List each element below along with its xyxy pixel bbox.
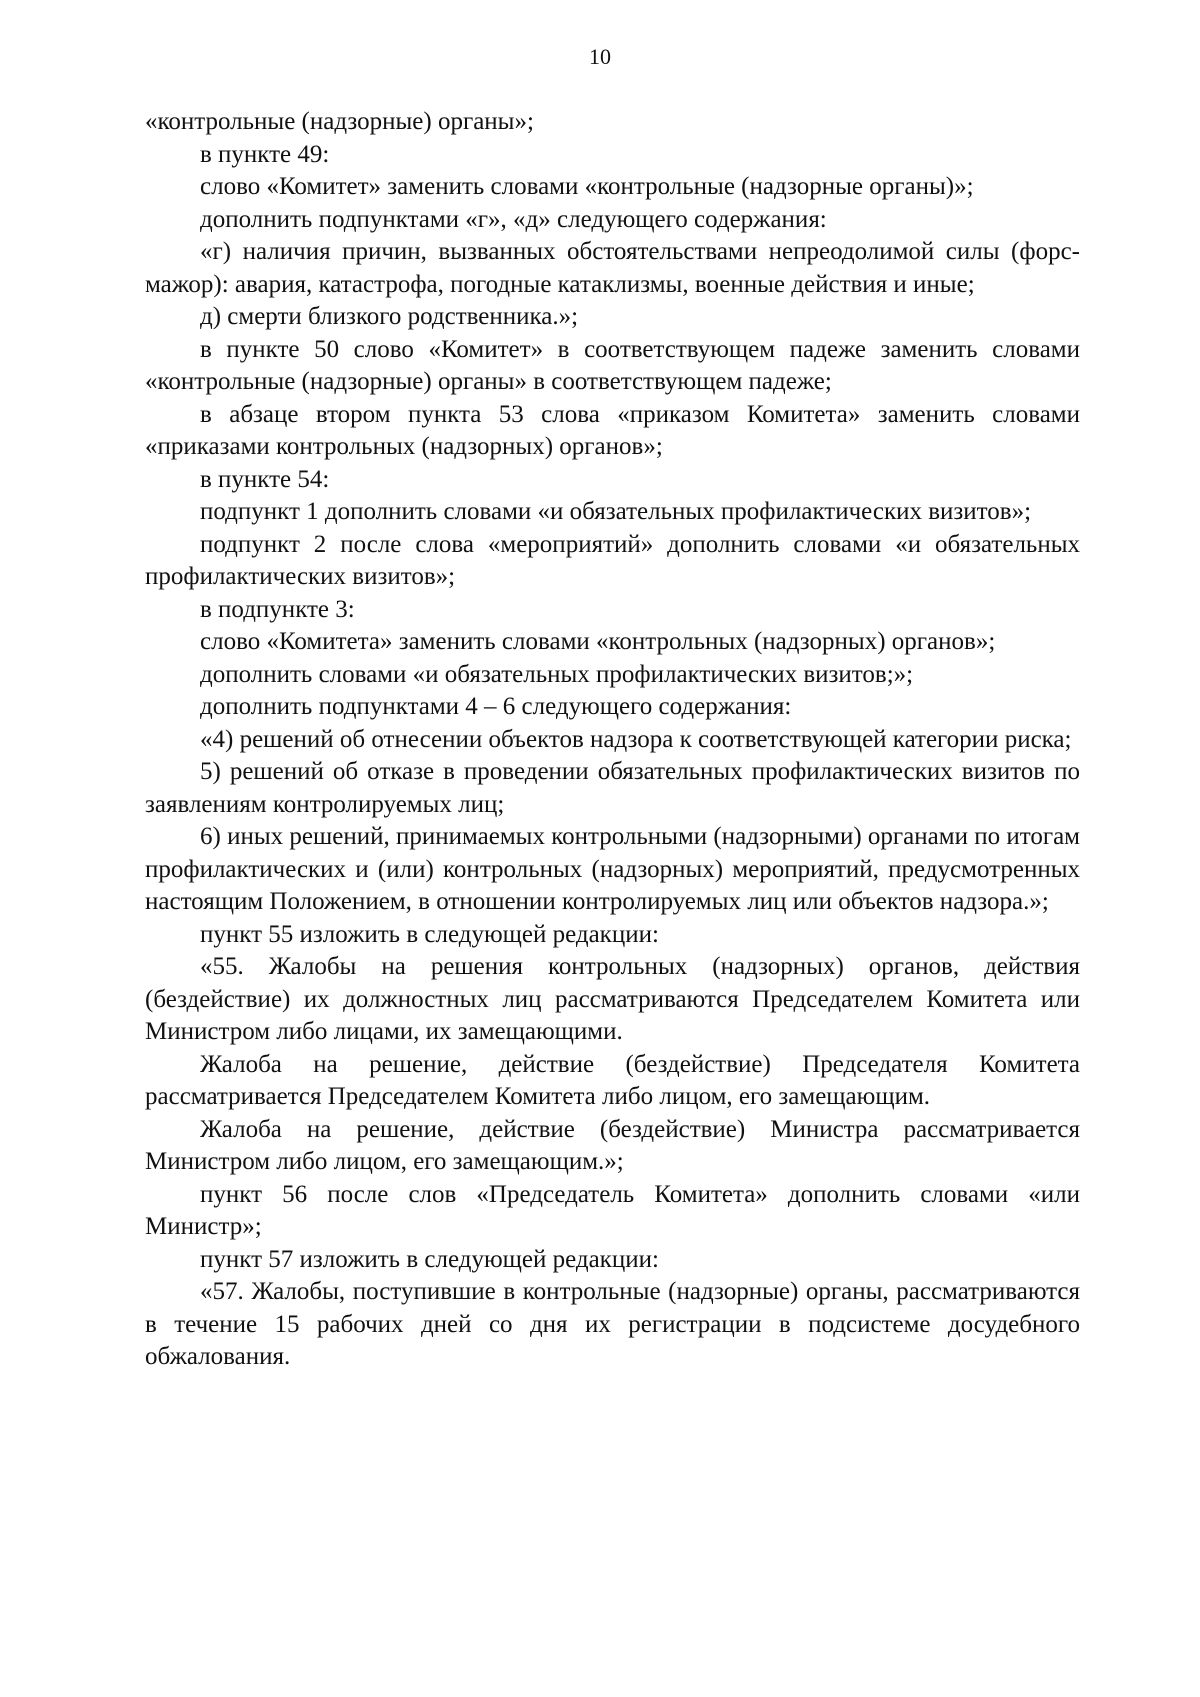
paragraph: Жалоба на решение, действие (бездействие) Министра рассматривается Министром либо лицом, его замещающим.»; xyxy=(145,1115,1080,1175)
document-body xyxy=(145,106,1080,1374)
paragraph: «контрольные (надзорные) органы»; xyxy=(145,108,534,135)
paragraph: «55. Жалобы на решения контрольных (надзорных) органов, действия (бездействие) их должностных лиц рассматриваются Председателем Комитета или Министром либо лицами, их замещающими. xyxy=(145,953,1080,1045)
paragraph: в пункте 54: xyxy=(200,465,330,493)
paragraph: пункт 57 изложить в следующей редакции: xyxy=(200,1245,659,1273)
paragraph: подпункт 1 дополнить словами «и обязательных профилактических визитов»; xyxy=(200,498,1032,525)
paragraph: дополнить подпунктами 4 – 6 следующего содержания: xyxy=(200,693,792,720)
paragraph: в абзаце втором пункта 53 слова «приказом Комитета» заменить словами «приказами контрольных (надзорных) органов»; xyxy=(145,400,1080,460)
paragraph: слово «Комитет» заменить словами «контрольные (надзорные органы)»; xyxy=(200,173,974,200)
paragraph: пункт 55 изложить в следующей редакции: xyxy=(200,920,659,948)
paragraph: дополнить подпунктами «г», «д» следующего содержания: xyxy=(200,205,827,233)
paragraph: «г) наличия причин, вызванных обстоятельствами непреодолимой силы (форс-мажор): авария, катастрофа, погодные катаклизмы, военные действия и иные; xyxy=(145,238,1080,298)
paragraph: 6) иных решений, принимаемых контрольными (надзорными) органами по итогам профилактических и (или) контрольных (надзорных) мероприятий, предусмотренных настоящим Положением, в отношении контролируемых лиц или объектов надзора.»; xyxy=(145,823,1080,915)
paragraph: в подпункте 3: xyxy=(200,595,355,623)
paragraph: «4) решений об отнесении объектов надзора к соответствующей категории риска; xyxy=(200,725,1072,753)
paragraph: д) смерти близкого родственника.»; xyxy=(200,303,579,330)
paragraph: Жалоба на решение, действие (бездействие) Председателя Комитета рассматривается Председателем Комитета либо лицом, его замещающим. xyxy=(145,1050,1080,1110)
paragraph: подпункт 2 после слова «мероприятий» дополнить словами «и обязательных профилактических визитов»; xyxy=(145,530,1080,590)
page-number: 10 xyxy=(589,44,611,69)
paragraph: 5) решений об отказе в проведении обязательных профилактических визитов по заявлениям контролируемых лиц; xyxy=(145,758,1080,818)
paragraph: пункт 56 после слов «Председатель Комитета» дополнить словами «или Министр»; xyxy=(145,1180,1080,1240)
paragraph: в пункте 49: xyxy=(200,140,330,168)
paragraph: «57. Жалобы, поступившие в контрольные (надзорные) органы, рассматриваются в течение 15 рабочих дней со дня их регистрации в подсистеме досудебного обжалования. xyxy=(145,1278,1080,1370)
paragraph: дополнить словами «и обязательных профилактических визитов;»; xyxy=(200,660,914,688)
paragraph: слово «Комитета» заменить словами «контрольных (надзорных) органов»; xyxy=(200,628,996,655)
paragraph: в пункте 50 слово «Комитет» в соответствующем падеже заменить словами «контрольные (надзорные) органы» в соответствующем падеже; xyxy=(145,335,1080,395)
